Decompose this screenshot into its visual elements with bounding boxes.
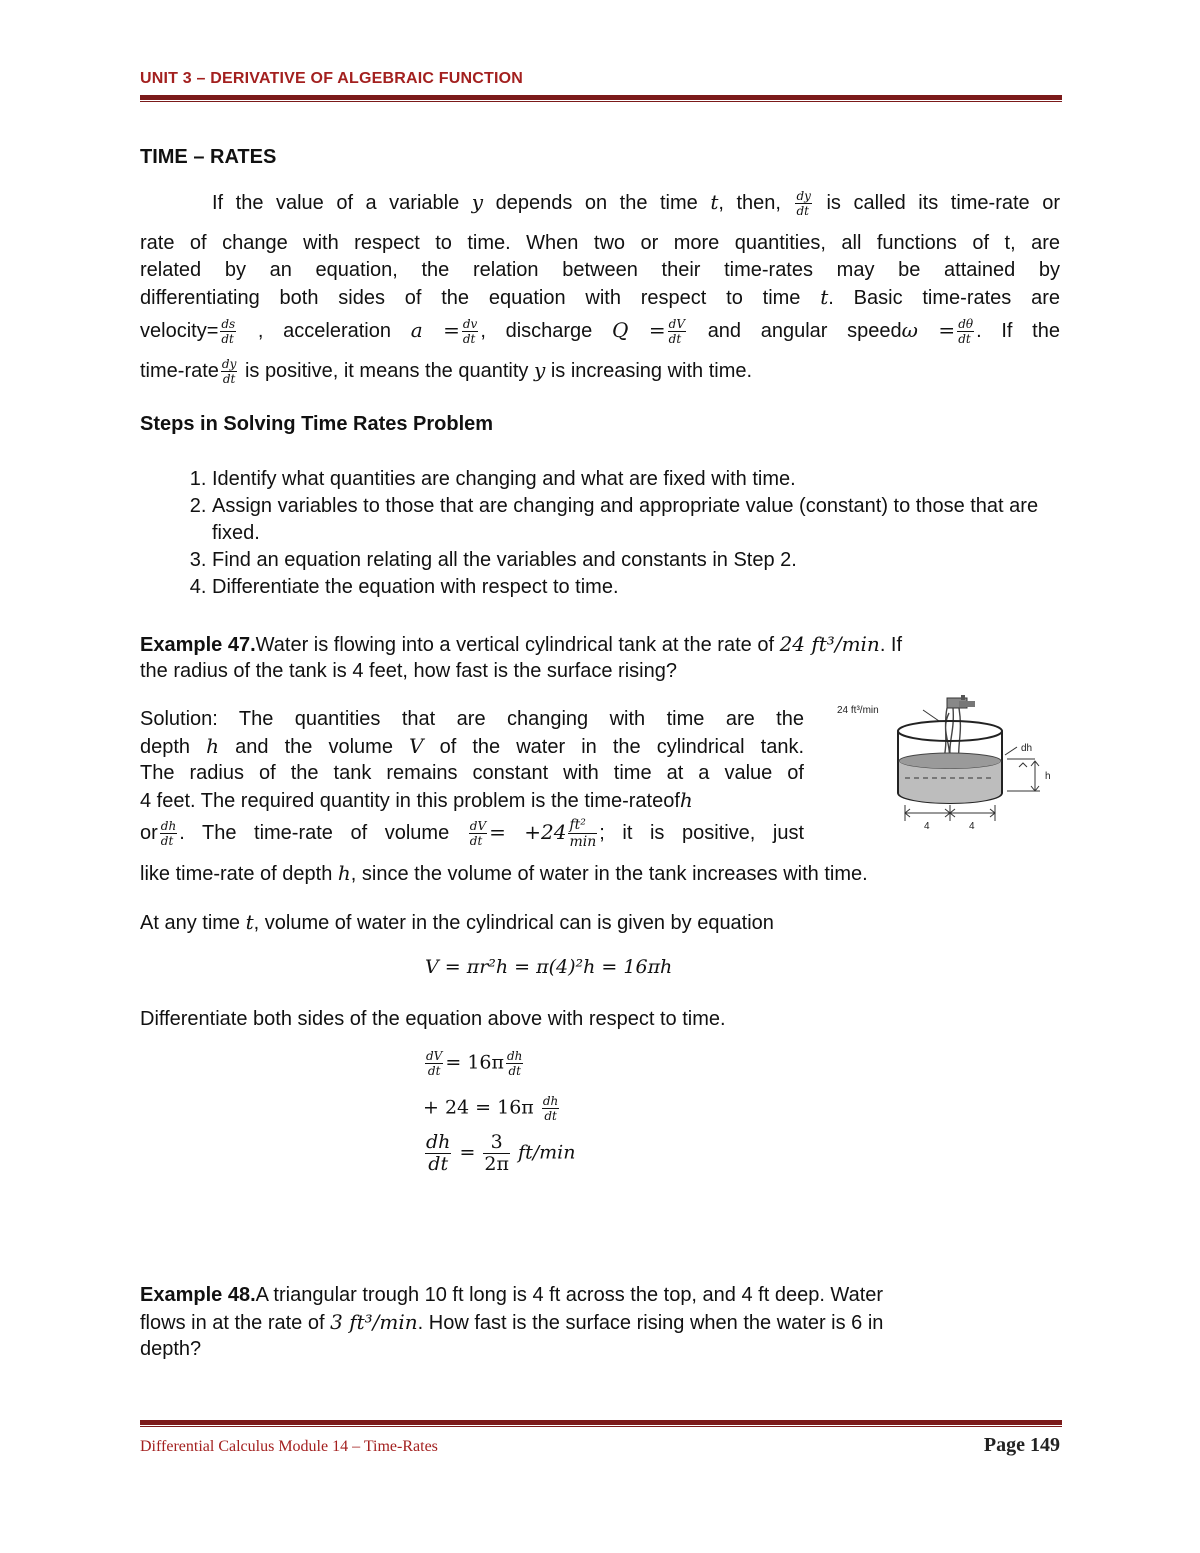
solution-line-3: The radius of the tank remains constant with time at a value of [140, 762, 804, 784]
solution-line-6: like time-rate of depth h, since the volume of water in the tank increases with time. [140, 861, 868, 885]
step-item: 3. Find an equation relating all the variables and constants in Step 2. [212, 547, 1072, 574]
example-48-line-2: flows in at the rate of 3 ft³/min. How fast is the surface rising when the water is 6 in [140, 1310, 884, 1334]
intro-line-4: differentiating both sides of the equation with respect to time t. Basic time-rates are [140, 285, 1060, 309]
faucet-handle [961, 695, 965, 700]
steps-title: Steps in Solving Time Rates Problem [140, 413, 494, 435]
example-48-line-1: Example 48.A triangular trough 10 ft long is 4 ft across the top, and 4 ft deep. Water [140, 1284, 884, 1306]
page-number: Page 149 [983, 1434, 1060, 1456]
faucet-spout [959, 701, 975, 707]
footer-rule-thin [140, 1426, 1062, 1427]
dh-label: dh [1021, 743, 1033, 754]
footer-rule-thick [140, 1420, 1062, 1425]
dh-arrow-icon [1019, 763, 1027, 767]
derivation-line-1: $\frac{dV}{dt}$ = 16π $\frac{dh}{dt}$ [426, 1049, 523, 1078]
solution-line-5: or $\frac{dh}{dt}$ . The time-rate of volume $\frac{dV}{dt}$ = +24 $\frac{\text{ft²}}{\min}$ ; it is positive, just [140, 817, 805, 851]
intro-line-3: related by an equation, the relation between their time-rates may be attained by [140, 259, 1060, 281]
example-47-line-1: Example 47.Water is flowing into a vertical cylindrical tank at the rate of 24 ft³/min. If [140, 632, 903, 656]
steps-list [175, 466, 1072, 601]
solution-line-2: depth h and the volume V of the water in the cylindrical tank. [140, 734, 805, 758]
step-item: 2. Assign variables to those that are changing and appropriate value (constant) to those that are fixed. [212, 493, 1072, 547]
tank-top-rim [898, 721, 1002, 741]
dh-pointer [1005, 747, 1017, 755]
any-time-line: At any time t, volume of water in the cylindrical can is given by equation [140, 910, 774, 934]
step-item: 1. Identify what quantities are changing and what are fixed with time. [212, 466, 1072, 493]
derivation-line-2: + 24 = 16π $\frac{dh}{dt}$ [423, 1094, 559, 1123]
header-rule-thick [140, 95, 1062, 100]
intro-line-5: velocity= $\frac{ds}{dt}$ , acceleration a = $\frac{dv}{dt}$ , discharge Q = $\frac{dV}{dt}$ and angular speedω = $\frac{d\theta}{dt}$ . If the [140, 317, 1060, 347]
header-rule-thin [140, 101, 1062, 102]
unit-header: UNIT 3 – DERIVATIVE OF ALGEBRAIC FUNCTION [140, 70, 524, 87]
intro-line-2: rate of change with respect to time. When two or more quantities, all functions of t, are [140, 232, 1060, 254]
volume-equation: V = πr²h = π(4)²h = 16πh [425, 956, 673, 978]
cylindrical-tank-figure [835, 693, 1060, 833]
flow-rate-label: 24 ft³/min [837, 705, 879, 716]
footer-module-title: Differential Calculus Module 14 – Time-Rates [140, 1438, 438, 1455]
h-label: h [1045, 771, 1051, 782]
radius-label-right: 4 [969, 821, 975, 832]
differentiate-line: Differentiate both sides of the equation above with respect to time. [140, 1008, 726, 1030]
step-item: 4. Differentiate the equation with respect to time. [212, 574, 1072, 601]
example-47-line-2: the radius of the tank is 4 feet, how fast is the surface rising? [140, 660, 677, 682]
radius-label-left: 4 [924, 821, 930, 832]
derivation-line-3: $\frac{dh}{dt}$ = $\frac{3}{2\pi}$ ft/min [426, 1131, 576, 1175]
intro-line-1: If the value of a variable y depends on the time t, then, $\frac{dy}{dt}$ is called its time-rate or [212, 189, 1060, 219]
example-48-label: Example 48. [140, 1284, 256, 1306]
dy-dt-fraction: $\frac{dy}{dt}$ [796, 189, 811, 219]
example-48-line-3: depth? [140, 1338, 202, 1360]
intro-line-6: time-rate $\frac{dy}{dt}$ is positive, it means the quantity y is increasing with time. [140, 357, 753, 387]
solution-line-1: Solution: The quantities that are changing with time are the [140, 708, 804, 730]
section-title: TIME – RATES [140, 146, 277, 168]
water-surface [899, 753, 1001, 769]
rate-pointer-line [923, 710, 939, 721]
solution-line-4: 4 feet. The required quantity in this problem is the time-rateofh [140, 788, 693, 812]
example-47-label: Example 47. [140, 634, 256, 656]
